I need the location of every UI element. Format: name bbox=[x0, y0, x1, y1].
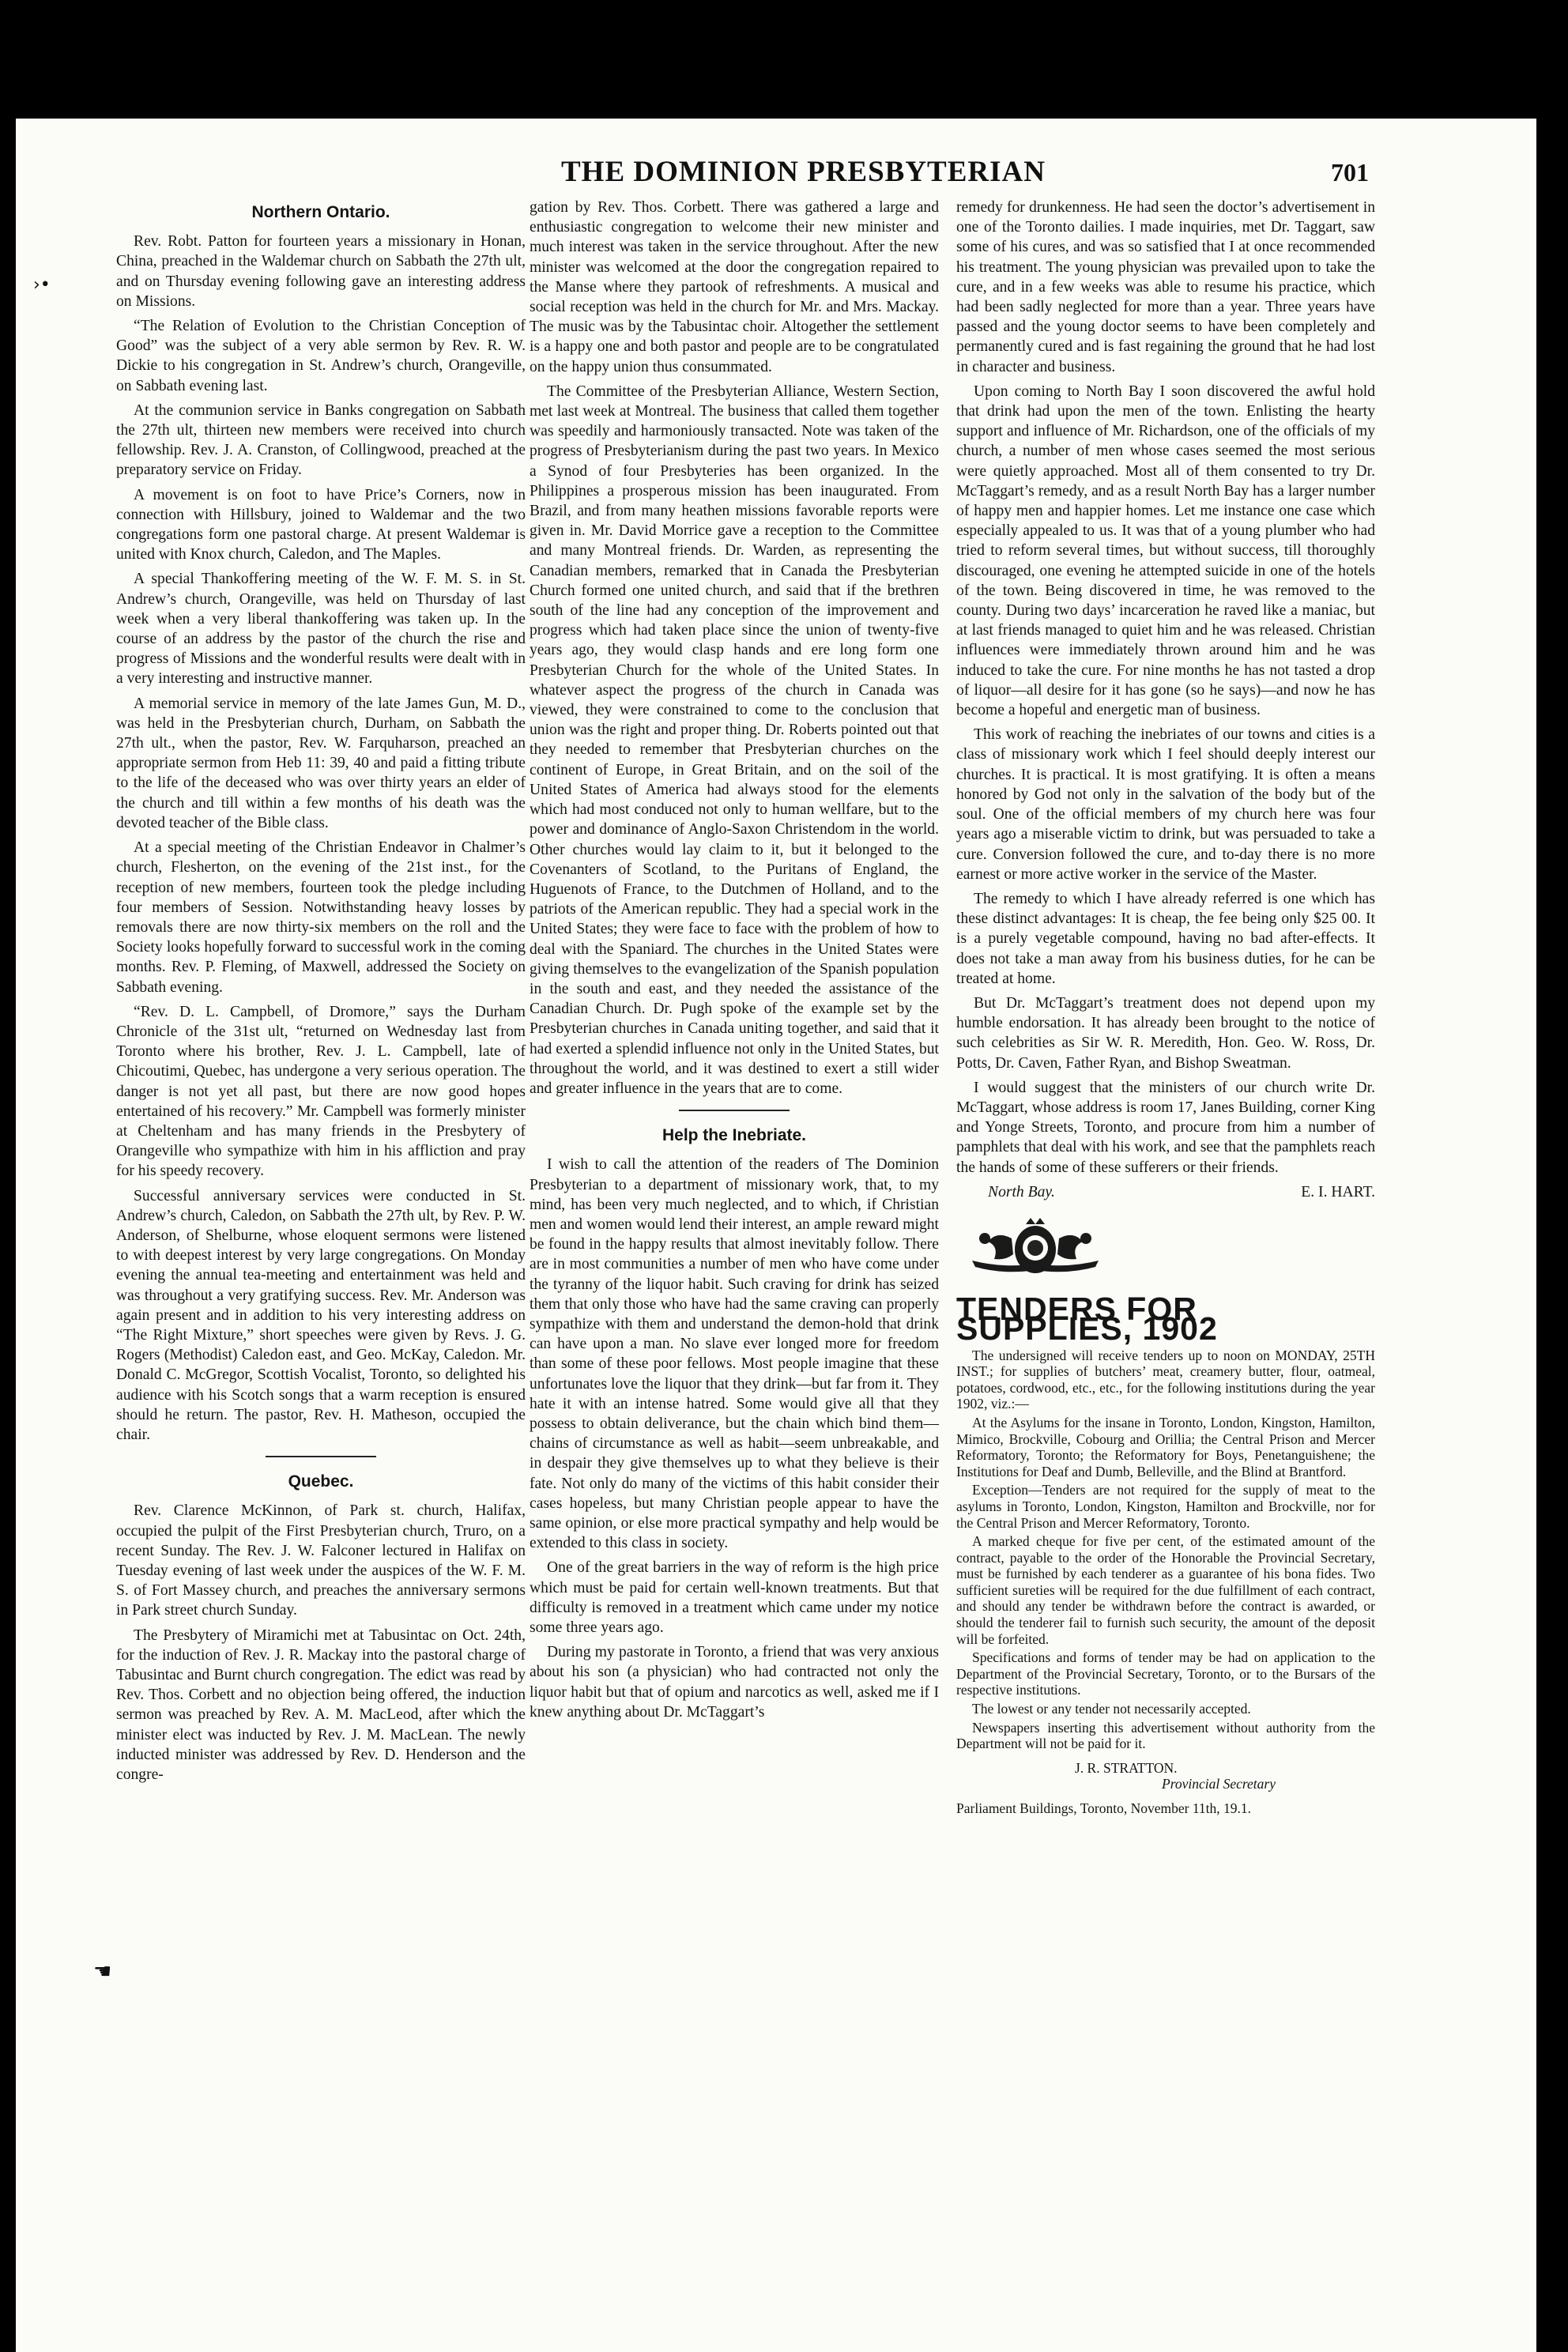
paragraph: remedy for drunkenness. He had seen the doctor’s advertisement in one of the Toronto dailies. I made inquiries, met Dr. Taggart, saw some of his cures, and was so satisfied that I at once recommended his treatment. The young physician was prevailed upon to take the cure, and in a few weeks was able to resume his practice, which had been sadly neglected for more than a year. Three years have passed and the young doctor seems to have been completely and permanently cured and is fast regaining the ground that he had lost in character and business. bbox=[956, 199, 1375, 375]
paragraph: Upon coming to North Bay I soon discovered the awful hold that drink had upon the men of the town. Enlisting the hearty support and influence of Mr. Richardson, one of the officials of my church, a number of men whose cases seemed the most serious were quietly approached. Most all of them consented to try Dr. McTaggart’s remedy, and as a result North Bay has a larger number of happy men and happier homes. Let me instance one case which especially appealed to us. It was that of a young plumber who had tried to reform several times, but without success, till thoroughly discouraged, one evening he attempted suicide in one of the hotels of the town. Being discovered in time, he was removed to the county. During two days’ incarceration he raved like a maniac, but at last friends managed to quiet him and he was released. Christian influences were immediately thrown around him and he was induced to take the cure. For nine months he has not tasted a drop of liquor—all desire for it has gone (so he says)—and now he has become a hopeful and energetic man of business. bbox=[956, 383, 1375, 719]
paragraph: At the communion service in Banks congregation on Sabbath the 27th ult, thirteen new members were received into church fellowship. Rev. J. A. Cranston, of Collingwood, preached at the preparatory service on Friday. bbox=[116, 401, 526, 479]
paragraph: Successful anniversary services were conducted in St. Andrew’s church, Caledon, on Sabbath the 27th ult, by Rev. P. W. Anderson, of Shelburne, whose eloquent sermons were listened to with deepest interest by very large congregations. On Monday evening the annual tea-meeting and entertainment was held and was throughout a very gratifying success. Rev. Mr. Anderson was again present and in addition to his very interesting address on “The Right Mixture,” short speeches were given by Revs. J. G. Rogers (Methodist) Caledon east, and Geo. McKay, Caledon. Mr. Donald C. McGregor, Scottish Vocalist, Toronto, so delighted his audience with his Scotch songs that a warm reception is ensured should he return. The pastor, Rev. H. Matheson, occupied the chair. bbox=[116, 1187, 526, 1443]
tenders-advertisement bbox=[956, 1348, 1375, 1817]
paragraph: The Presbytery of Miramichi met at Tabusintac on Oct. 24th, for the induction of Rev. J. R. Mackay into the pastoral charge of Tabusintac and Burnt church congregation. The edict was read by Rev. Thos. Corbett and no objection being offered, the induction sermon was preached by Rev. A. M. MacLeod, after which the minister elect was inducted by Rev. J. M. MacLean. The newly inducted minister was addressed by Rev. D. Henderson and the congre- bbox=[116, 1626, 526, 1784]
paragraph: “Rev. D. L. Campbell, of Dromore,” says the Durham Chronicle of the 31st ult, “returned on Wednesday last from Toronto where his brother, Rev. J. L. Campbell, late of Chicoutimi, Quebec, has undergone a very serious operation. The danger is not yet all past, but there are now good hopes entertained of his recovery.” Mr. Campbell was formerly minister at Cheltenham and has many friends in the Presbytery of Orangeville who sympathize with him in his affliction and pray for his speedy recovery. bbox=[116, 1003, 526, 1180]
section-heading-help-the-inebriate: Help the Inebriate. bbox=[662, 1126, 807, 1145]
paragraph: “The Relation of Evolution to the Christian Conception of Good” was the subject of a very able sermon by Rev. R. W. Dickie to his congregation in St. Andrew’s church, Orangeville, on Sabbath evening last. bbox=[116, 318, 526, 394]
paragraph: Exception—Tenders are not required for the supply of meat to the asylums in Toronto, London, Kingston, Hamilton and Brockville, nor for the Central Prison and Mercer Reformatory, Toronto. bbox=[956, 1482, 1375, 1531]
paragraph: Rev. Robt. Patton for fourteen years a missionary in Honan, China, preached in the Waldemar church on Sabbath the 27th ult, and on Thursday evening following gave an interesting address on Missions. bbox=[116, 233, 526, 310]
paragraph: At a special meeting of the Christian Endeavor in Chalmer’s church, Flesherton, on the evening of the 21st inst., for the reception of new members, fourteen took the pledge including four members of Session. Notwithstanding heavy losses by removals there are now thirty-six members on the roll and the Society looks hopefully forward to successful work in the coming months. Rev. P. Fleming, of Maxwell, addressed the Society on Sabbath evening. bbox=[116, 839, 526, 996]
section-heading-quebec: Quebec. bbox=[288, 1472, 354, 1491]
paragraph: A movement is on foot to have Price’s Corners, now in connection with Hillsbury, joined to Waldemar and the two congregations form one pastoral charge. At present Waldemar is united with Knox church, Caledon, and The Maples. bbox=[116, 486, 526, 564]
tenders-heading: TENDERS FOR SUPPLIES, 1902 bbox=[956, 1291, 1218, 1348]
paragraph: But Dr. McTaggart’s treatment does not depend upon my humble endorsation. It has already been brought to the notice of such celebrities as Sir W. R. Meredith, Hon. Geo. W. Ross, Dr. Potts, Dr. Caven, Father Ryan, and Bishop Sweatman. bbox=[956, 994, 1375, 1072]
paragraph: A marked cheque for five per cent, of the estimated amount of the contract, payable to the order of the Honorable the Provincial Secretary, must be furnished by each tenderer as a guarantee of his bona fides. Two sufficient sureties will be required for the due fulfillment of each contract, and should any tender be withdrawn before the contract is awarded, or should the tenderer fail to furnish such security, the amount of the deposit will be forfeited. bbox=[956, 1533, 1375, 1647]
paragraph: One of the great barriers in the way of reform is the high price which must be paid for certain well-known treatments. But that difficulty is removed in a treatment which came under my notice some three years ago. bbox=[530, 1559, 939, 1637]
signature-line bbox=[956, 1182, 1375, 1202]
margin-mark: ☚ bbox=[93, 1960, 112, 1984]
tender-signer: J. R. STRATTON. bbox=[1075, 1759, 1178, 1776]
royal-coat-of-arms-icon bbox=[956, 1215, 1114, 1278]
paragraph: A special Thankoffering meeting of the W. F. M. S. in St. Andrew’s church, Orangeville, was held on Thursday of last week when a very liberal thankoffering was taken up. In the course of an address by the pastor of the church the rise and progress of Missions and the wonderful results were dealt with in a very interesting and instructive manner. bbox=[116, 571, 526, 688]
section-divider bbox=[266, 1456, 376, 1457]
signature-place: North Bay. bbox=[988, 1183, 1055, 1200]
tender-signer-title: Provincial Secretary bbox=[1162, 1776, 1276, 1792]
paragraph: Newspapers inserting this advertisement without authority from the Department will not be paid for it. bbox=[956, 1719, 1375, 1752]
paragraph: During my pastorate in Toronto, a friend that was very anxious about his son (a physician) who had contracted not only the liquor habit but that of opium and narcotics as well, asked me if I knew anything about Dr. McTaggart’s bbox=[530, 1644, 939, 1721]
column-3 bbox=[956, 198, 1375, 1819]
column-1 bbox=[116, 198, 526, 1789]
newspaper-page bbox=[16, 119, 1536, 2352]
paragraph: A memorial service in memory of the late James Gun, M. D., was held in the Presbyterian church, Durham, on Sabbath the 27th ult., when the pastor, Rev. W. Farquharson, preached an appropriate sermon from Heb 11: 39, 40 and paid a fitting tribute to the life of the deceased who was over thirty years an elder of the church and till within a few months of his death was the devoted teacher of the Bible class. bbox=[116, 695, 526, 831]
paragraph: I would suggest that the ministers of our church write Dr. McTaggart, whose address is room 17, Janes Building, corner King and Yonge Streets, Toronto, and procure from him a number of pamphlets that deal with his work, and see that the pamphlets reach the hands of some of these sufferers or their friends. bbox=[956, 1079, 1375, 1176]
section-heading-northern-ontario: Northern Ontario. bbox=[251, 203, 390, 221]
section-divider bbox=[679, 1110, 790, 1111]
paragraph: Specifications and forms of tender may be had on application to the Department of the Provincial Secretary, Toronto, or to the Bursars of the respective institutions. bbox=[956, 1649, 1375, 1698]
paragraph: At the Asylums for the insane in Toronto, London, Kingston, Hamilton, Mimico, Brockville, Cobourg and Orillia; the Central Prison and Mercer Reformatory, Toronto; the Reformatory for Boys, Penetanguishene; the Institutions for Deaf and Dumb, Belleville, and the Blind at Brantford. bbox=[956, 1414, 1375, 1479]
newspaper-title: THE DOMINION PRESBYTERIAN bbox=[561, 156, 1046, 188]
page-number: 701 bbox=[1331, 158, 1369, 187]
column-2 bbox=[530, 198, 939, 1727]
paragraph: The undersigned will receive tenders up to noon on MONDAY, 25TH INST.; for supplies of butchers’ meat, creamery butter, flour, oatmeal, potatoes, cordwood, etc., etc., for the following institutions during the year 1902, viz.:— bbox=[956, 1347, 1375, 1412]
paragraph: The lowest or any tender not necessarily accepted. bbox=[972, 1701, 1251, 1717]
margin-mark: ›• bbox=[33, 275, 51, 295]
paragraph: gation by Rev. Thos. Corbett. There was gathered a large and enthusiastic congregation to welcome their new minister and much interest was taken in the service throughout. After the new minister was welcomed at the door the congregation repaired to the Manse where they partook of refreshments. A musical and social reception was held in the church for Mr. and Mrs. Mackay. The music was by the Tabusintac choir. Altogether the settlement is a happy one and both pastor and people are to be congratulated on the happy union thus consummated. bbox=[530, 199, 939, 375]
signature-name: E. I. HART. bbox=[1301, 1183, 1375, 1200]
paragraph: The Committee of the Presbyterian Alliance, Western Section, met last week at Montreal. The business that called them together was speedily and harmoniously transacted. Note was taken of the progress of Presbyterianism during the past two years. In Mexico a Synod of four Presbyteries has been organized. In the Philippines a prosperous mission has been inaugurated. From Brazil, and from many heathen missions favorable reports were given in. Mr. David Morrice gave a reception to the Committee and many Montreal friends. Dr. Warden, as representing the Canadian members, remarked that in Canada the Presbyterian Church formed one united church, and said that if the brethren south of the line had any conception of the improvement and progress which had taken place since the union of twenty-five years ago, they would clasp hands and ere long form one Presbyterian Church for the whole of the United States. In whatever aspect the progress of the church in Canada was viewed, they were constrained to come to the conclusion that union was the right and proper thing. Dr. Roberts pointed out that they needed to remember that Presbyterian churches on the continent of Europe, in Great Britain, and on the soil of the United States of America had always stood for the elements which had most conduced not only to human wellfare, but to the power and dominance of Anglo-Saxon Christendom in the world. Other churches would lay claim to it, but it belonged to the Covenanters of Scotland, to the Puritans of England, the Huguenots of France, to the Dutchmen of Holland, and to the patriots of the American republic. They had a special work in the United States; they were face to face with the problem of how to deal with the Spaniard. The churches in the United States were giving themselves to the evangelization of the Spanish population in the south and east, and they needed the assistance of the Canadian Church. Dr. Pugh spoke of the example set by the Presbyterian churches in Canada uniting together, and said that it had exerted a splendid influence not only in the United States, but throughout the world, and it was destined to exert a still wider and greater influence in the years that are to come. bbox=[530, 383, 939, 1097]
paragraph: This work of reaching the inebriates of our towns and cities is a class of missionary work which I feel should deeply interest our churches. It is practical. It is most gratifying. It is often a means honored by God not only in the salvation of the body but of the soul. One of the official members of my church here was four years ago a miserable victim to drink, but was persuaded to take a cure. Conversion followed the cure, and to-day there is no more earnest or more active worker in the service of the Master. bbox=[956, 726, 1375, 883]
paragraph: Rev. Clarence McKinnon, of Park st. church, Halifax, occupied the pulpit of the First Presbyterian church, Truro, on a recent Sunday. The Rev. J. W. Falconer lectured in Halifax on Tuesday evening of last week under the auspices of the W. F. M. S. of Fort Massey church, and preaches the anniversary sermons in Park street church Sunday. bbox=[116, 1502, 526, 1619]
paragraph: I wish to call the attention of the readers of The Dominion Presbyterian to a department of missionary work, that, to my mind, has been very much neglected, and to which, if Christian men and women would lend their interest, an ample reward might be found in the happy results that almost inevitably follow. There are in most communities a number of men who have come under the tyranny of the liquor habit. Such craving for drink has seized them that only those who have had the same craving can properly sympathize with them and understand the demon-hold that drink can have upon a man. No slave ever longed more for freedom than some of these poor fellows. Most people imagine that these unfortunates love the liquor that they drink—but far from it. They hate it with an intense hatred. Some would give all that they possess to obtain deliverance, but the chain which bind them—chains of circumstance as well as habit—seem unbreakable, and in despair they give themselves up to what they believe is their fate. Not only do many of the victims of this habit consider their cases hopeless, but many Christian people appear to have the same opinion, or else more practical sympathy and help would be extended to this class in society. bbox=[530, 1156, 939, 1552]
tender-dateline: Parliament Buildings, Toronto, November 11th, 19.1. bbox=[956, 1800, 1252, 1816]
paragraph: The remedy to which I have already referred is one which has these distinct advantages: It is cheap, the fee being only $25 00. It is a purely vegetable compound, having no bad after-effects. It does not take a man away from his business duties, for he can be treated at home. bbox=[956, 890, 1375, 987]
page-header bbox=[16, 155, 1536, 194]
